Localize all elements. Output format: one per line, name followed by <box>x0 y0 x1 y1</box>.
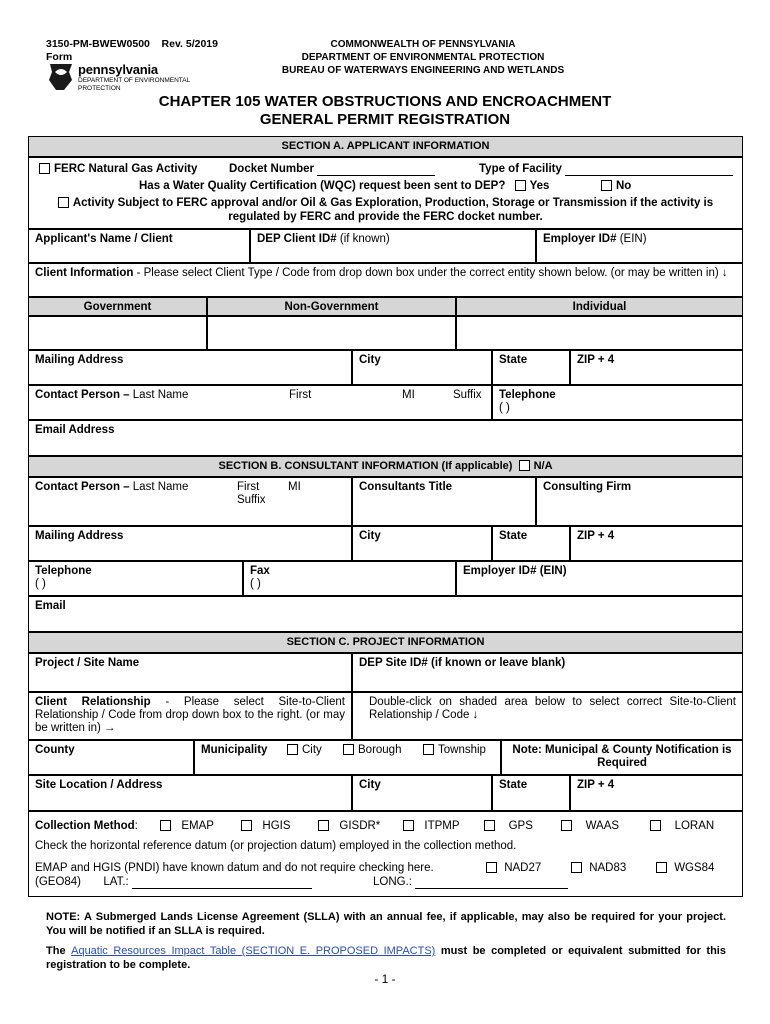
employer-id-cell[interactable] <box>536 229 743 263</box>
zip-label: ZIP + 4 <box>577 354 615 366</box>
datum-instructions: Check the horizontal reference datum (or projection datum) employed in the collection method. <box>35 840 517 852</box>
geo84-label: (GEO84) <box>35 876 82 888</box>
method-gisdr <box>318 820 380 833</box>
telephone-cell[interactable] <box>492 385 743 420</box>
docket-number-input[interactable] <box>317 164 435 176</box>
method-itpmp-checkbox[interactable] <box>403 820 414 831</box>
dep-client-id-cell[interactable] <box>250 229 536 263</box>
state-cell[interactable] <box>492 350 570 385</box>
agency-line-2: DEPARTMENT OF ENVIRONMENTAL PROTECTION <box>301 52 545 63</box>
consultant-employer-id-cell[interactable] <box>456 561 743 596</box>
consultant-contact-label: Contact Person – <box>35 481 130 493</box>
consultant-fax-label: Fax <box>250 565 270 577</box>
client-info-cell <box>28 263 743 297</box>
slla-note: NOTE: A Submerged Lands License Agreement (SLLA) with an annual fee, if applicable, may also be required for your project. You will be notified if an SLLA is required. <box>46 911 726 937</box>
consultant-state-label: State <box>499 530 528 542</box>
telephone-area-code: ( ) <box>499 402 510 414</box>
note-the: The <box>46 945 72 957</box>
consultant-mailing-cell[interactable] <box>28 526 352 561</box>
municipality-cell[interactable] <box>194 740 501 775</box>
aquatic-impact-table-link[interactable]: Aquatic Resources Impact Table (SECTION E. PROPOSED IMPACTS) <box>71 945 436 957</box>
datum-nad27 <box>486 862 541 875</box>
employer-id-hint: (EIN) <box>616 233 647 245</box>
consultants-title-label: Consultants Title <box>359 481 453 493</box>
ferc-block <box>28 157 743 229</box>
datum-wgs84-label: WGS84 <box>674 862 715 874</box>
muni-city-option <box>287 744 322 757</box>
wqc-yes-label: Yes <box>529 180 550 192</box>
collection-method-label-wrap: Collection Method: <box>35 820 138 832</box>
logo-sub-2: PROTECTION <box>78 84 121 92</box>
client-info-text: - Please select Client Type / Code from drop down box under the correct entity shown below. (or may be written in) ↓ <box>133 267 728 279</box>
method-hgis <box>241 820 291 833</box>
first-name-label: First <box>289 389 312 401</box>
double-click-text: Double-click on shaded area below to select correct Site-to-Client Relationship / Code ↓ <box>369 696 736 721</box>
consultant-last-name-label: Last Name <box>129 481 189 493</box>
applicant-name-cell[interactable] <box>28 229 250 263</box>
consultant-contact-cell[interactable] <box>28 477 352 526</box>
consultant-telephone-cell[interactable] <box>28 561 243 596</box>
consultant-fax-area: ( ) <box>250 578 261 590</box>
collection-method-label: Collection Method <box>35 820 135 832</box>
client-info-label: Client Information <box>35 267 134 279</box>
muni-city-label: City <box>302 744 322 756</box>
emap-hgis-note: EMAP and HGIS (PNDI) have known datum and do not require checking here. <box>35 862 434 874</box>
site-city-cell[interactable] <box>352 775 492 811</box>
method-gps <box>484 820 533 833</box>
page-title <box>0 93 770 129</box>
applicant-name-label: Applicant's Name / Client <box>35 233 173 245</box>
long-row <box>373 876 568 889</box>
consultant-employer-id-label: Employer ID# (EIN) <box>463 565 567 577</box>
suffix-label: Suffix <box>453 389 482 401</box>
lat-row <box>35 876 312 889</box>
logo-subtitle <box>78 77 190 92</box>
page-number: - 1 - <box>374 972 396 986</box>
form-id-block <box>46 38 218 64</box>
county-label: County <box>35 744 75 756</box>
consultant-suffix-label: Suffix <box>237 494 266 506</box>
datum-nad27-checkbox[interactable] <box>486 862 497 873</box>
consultant-telephone-label: Telephone <box>35 565 92 577</box>
docket-number-label: Docket Number <box>229 163 314 175</box>
consultant-fax-cell[interactable] <box>243 561 456 596</box>
individual-select[interactable] <box>456 316 743 350</box>
city-cell[interactable] <box>352 350 492 385</box>
impact-table-note <box>46 944 726 972</box>
collection-method-block <box>28 811 743 897</box>
logo-sub-1: DEPARTMENT OF ENVIRONMENTAL <box>78 77 191 84</box>
consultant-na-checkbox[interactable] <box>519 460 530 471</box>
consultant-email-cell[interactable] <box>28 596 743 632</box>
datum-wgs84 <box>656 862 714 875</box>
contact-person-cell[interactable] <box>28 385 492 420</box>
lat-input[interactable] <box>132 877 312 889</box>
logo-wordmark: pennsylvania <box>78 62 158 77</box>
consultant-zip-cell[interactable] <box>570 526 743 561</box>
email-address-cell[interactable] <box>28 420 743 456</box>
activity-subject-checkbox[interactable] <box>58 197 69 208</box>
form-id: 3150-PM-BWEW0500 <box>46 38 150 50</box>
method-gps-checkbox[interactable] <box>484 820 495 831</box>
ferc-activity-checkbox[interactable] <box>39 163 50 174</box>
telephone-label: Telephone <box>499 389 556 401</box>
datum-nad83-checkbox[interactable] <box>571 862 582 873</box>
individual-header: Individual <box>456 297 743 316</box>
section-c-heading: SECTION C. PROJECT INFORMATION <box>28 632 743 653</box>
datum-nad27-label: NAD27 <box>504 862 542 874</box>
muni-borough-label: Borough <box>358 744 402 756</box>
agency-line-1: COMMONWEALTH OF PENNSYLVANIA <box>330 39 516 50</box>
site-location-cell[interactable] <box>28 775 352 811</box>
non-government-header: Non-Government <box>207 297 456 316</box>
client-relationship-text: - Please select Site-to-Client Relationship / Code from drop down box to the right. (or may be written in) → <box>35 696 345 734</box>
datum-nad83-label: NAD83 <box>589 862 627 874</box>
activity-line-2: regulated by FERC and provide the FERC docket number. <box>228 211 543 223</box>
zip-cell[interactable] <box>570 350 743 385</box>
facility-row <box>479 163 733 176</box>
lat-label: LAT.: <box>103 876 129 888</box>
consultant-telephone-area: ( ) <box>35 578 46 590</box>
method-hgis-label: HGIS <box>262 820 291 832</box>
section-b-title: SECTION B. CONSULTANT INFORMATION (If applicable) <box>218 460 513 472</box>
wqc-no-label: No <box>616 180 632 192</box>
dep-site-id-label: DEP Site ID# (if known or leave blank) <box>359 657 566 669</box>
method-loran <box>650 820 714 833</box>
note-must-complete: must be completed or equivalent submitted for this registration to be complete. <box>46 945 726 971</box>
method-loran-checkbox[interactable] <box>650 820 661 831</box>
last-name-label: Last Name <box>129 389 189 401</box>
site-client-relationship-select[interactable] <box>352 692 743 740</box>
site-zip-label: ZIP + 4 <box>577 779 615 791</box>
email-address-label: Email Address <box>35 424 115 436</box>
mailing-address-label: Mailing Address <box>35 354 124 366</box>
wqc-no-row <box>601 180 631 193</box>
mi-label: MI <box>402 389 415 401</box>
wqc-no-checkbox[interactable] <box>601 180 612 191</box>
site-city-label: City <box>359 779 381 791</box>
method-waas-checkbox[interactable] <box>561 820 572 831</box>
section-a-heading: SECTION A. APPLICANT INFORMATION <box>28 136 743 157</box>
method-itpmp <box>403 820 460 833</box>
project-site-name-label: Project / Site Name <box>35 657 140 669</box>
ferc-activity-label: FERC Natural Gas Activity <box>54 163 198 175</box>
consultant-mi-label: MI <box>288 481 301 493</box>
method-waas <box>561 820 619 833</box>
consultant-first-label: First <box>237 481 260 493</box>
method-waas-label: WAAS <box>585 820 620 832</box>
city-label: City <box>359 354 381 366</box>
muni-city-checkbox[interactable] <box>287 744 298 755</box>
muni-township-checkbox[interactable] <box>423 744 434 755</box>
form-rev: Rev. 5/2019 <box>161 38 218 50</box>
wqc-yes-checkbox[interactable] <box>515 180 526 191</box>
agency-header <box>200 38 646 77</box>
agency-line-3: BUREAU OF WATERWAYS ENGINEERING AND WETLANDS <box>281 65 565 76</box>
method-emap-label: EMAP <box>181 820 214 832</box>
muni-township-label: Township <box>438 744 486 756</box>
method-gisdr-label: GISDR* <box>339 820 381 832</box>
government-header: Government <box>28 297 207 316</box>
method-emap-checkbox[interactable] <box>160 820 171 831</box>
dep-client-id-hint: (if known) <box>336 233 390 245</box>
type-of-facility-label: Type of Facility <box>479 163 562 175</box>
client-relationship-label: Client Relationship <box>35 696 151 708</box>
client-relationship-cell <box>28 692 352 740</box>
method-gps-label: GPS <box>508 820 533 832</box>
method-hgis-checkbox[interactable] <box>241 820 252 831</box>
consultant-na-label: N/A <box>533 460 553 472</box>
consultants-title-cell[interactable] <box>352 477 536 526</box>
project-site-name-cell[interactable] <box>28 653 352 692</box>
wqc-question: Has a Water Quality Certification (WQC) request been sent to DEP? <box>139 180 506 192</box>
activity-row <box>29 197 742 210</box>
form-label: Form <box>46 51 73 63</box>
municipality-label: Municipality <box>201 744 268 756</box>
contact-person-label: Contact Person – <box>35 389 130 401</box>
title-line-1: CHAPTER 105 WATER OBSTRUCTIONS AND ENCROACHMENT <box>158 93 612 110</box>
non-government-select[interactable] <box>207 316 456 350</box>
consultant-city-cell[interactable] <box>352 526 492 561</box>
county-cell[interactable] <box>28 740 194 775</box>
site-location-label: Site Location / Address <box>35 779 163 791</box>
method-emap <box>160 820 214 833</box>
muni-borough-checkbox[interactable] <box>343 744 354 755</box>
title-line-2: GENERAL PERMIT REGISTRATION <box>259 111 511 128</box>
docket-row <box>229 163 435 176</box>
consulting-firm-label: Consulting Firm <box>543 481 632 493</box>
method-itpmp-label: ITPMP <box>424 820 460 832</box>
dep-site-id-cell[interactable] <box>352 653 743 692</box>
municipal-notification-note: Note: Municipal & County Notification is Required <box>501 740 743 775</box>
datum-wgs84-checkbox[interactable] <box>656 862 667 873</box>
muni-borough-option <box>343 744 401 757</box>
ferc-activity-row <box>39 163 197 176</box>
long-label: LONG.: <box>373 876 412 888</box>
wqc-row <box>139 180 549 193</box>
type-of-facility-input[interactable] <box>565 164 733 176</box>
activity-line-1: Activity Subject to FERC approval and/or Oil & Gas Exploration, Production, Storage or Transmission if the activity is <box>72 197 714 209</box>
consultant-mailing-label: Mailing Address <box>35 530 124 542</box>
consultant-state-cell[interactable] <box>492 526 570 561</box>
government-select[interactable] <box>28 316 207 350</box>
consultant-email-label: Email <box>35 600 66 612</box>
method-gisdr-checkbox[interactable] <box>318 820 329 831</box>
pa-keystone-logo-icon <box>46 62 76 92</box>
consultant-city-label: City <box>359 530 381 542</box>
consulting-firm-cell[interactable] <box>536 477 743 526</box>
site-state-cell[interactable] <box>492 775 570 811</box>
mailing-address-cell[interactable] <box>28 350 352 385</box>
site-state-label: State <box>499 779 528 791</box>
site-zip-cell[interactable] <box>570 775 743 811</box>
dep-client-id-label: DEP Client ID# <box>257 233 337 245</box>
consultant-zip-label: ZIP + 4 <box>577 530 615 542</box>
long-input[interactable] <box>415 877 568 889</box>
employer-id-label: Employer ID# <box>543 233 617 245</box>
method-loran-label: LORAN <box>674 820 715 832</box>
datum-nad83 <box>571 862 626 875</box>
muni-township-option <box>423 744 486 757</box>
state-label: State <box>499 354 528 366</box>
section-b-heading <box>28 456 743 477</box>
